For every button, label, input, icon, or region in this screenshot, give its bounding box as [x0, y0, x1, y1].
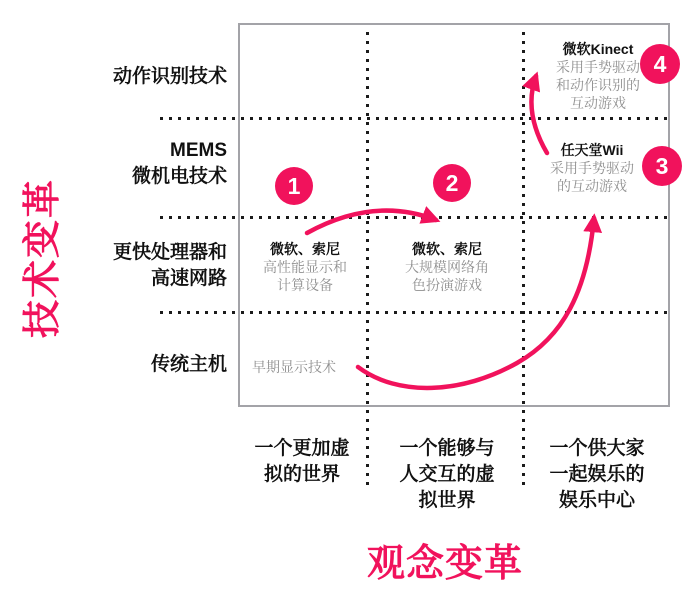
y-level-motion-recognition	[40, 64, 227, 90]
grid-hline-3	[160, 311, 668, 314]
item-desc-line: 采用手势驱动	[556, 59, 640, 75]
y-level-label-line: 微机电技术	[131, 166, 227, 187]
x-level-entertainment-center	[517, 436, 677, 514]
y-level-label-line: 高速网路	[150, 268, 227, 289]
x-level-interactive-virtual-world	[367, 436, 527, 514]
grid-hline-1	[160, 117, 668, 120]
y-level-label-line: MEMS	[170, 140, 227, 161]
badge-2: 2	[433, 164, 471, 202]
y-level-label-line: 动作识别技术	[112, 66, 227, 87]
y-level-label-line: 更快处理器和	[112, 242, 227, 263]
x-level-label-line: 一起娱乐的	[549, 464, 645, 485]
x-level-label-line: 一个能够与	[399, 438, 495, 459]
grid-hline-2	[160, 216, 668, 219]
x-axis-title: 观念变革	[366, 543, 523, 585]
x-level-label-line: 拟世界	[418, 490, 476, 511]
item-title: 微软、索尼	[270, 241, 340, 257]
item-desc-line: 采用手势驱动	[550, 160, 634, 176]
x-level-label-line: 拟的世界	[263, 464, 340, 485]
item-desc-line: 的互动游戏	[557, 178, 627, 194]
item-title: 微软、索尼	[412, 241, 482, 257]
y-level-mems	[40, 138, 227, 190]
item-card-1	[235, 240, 375, 294]
item-title: 任天堂Wii	[560, 142, 624, 158]
item-desc-line: 计算设备	[277, 277, 333, 293]
x-level-more-virtual-world	[222, 436, 382, 488]
badge-4: 4	[640, 44, 680, 84]
item-desc-line: 高性能显示和	[263, 259, 347, 275]
x-level-label-line: 娱乐中心	[558, 490, 635, 511]
y-level-traditional-console	[40, 352, 227, 378]
x-level-label-line: 一个供大家	[549, 438, 645, 459]
item-desc-line: 互动游戏	[570, 95, 626, 111]
item-desc-line: 色扮演游戏	[412, 277, 482, 293]
item-card-3	[522, 141, 662, 195]
grid-vline-2	[522, 32, 525, 487]
item-desc-line: 大规模网络角	[405, 259, 489, 275]
y-level-faster-processors	[40, 240, 227, 292]
badge-1: 1	[275, 167, 313, 205]
item-early-display-tech: 早期显示技术	[252, 359, 336, 375]
item-title: 微软Kinect	[562, 41, 634, 57]
y-axis-title: 技术变革	[22, 178, 64, 339]
item-card-2	[377, 240, 517, 294]
item-desc-line: 和动作识别的	[556, 77, 640, 93]
y-level-label-line: 传统主机	[150, 354, 227, 375]
x-level-label-line: 一个更加虚	[254, 438, 350, 459]
x-level-label-line: 人交互的虚	[399, 464, 495, 485]
badge-3: 3	[642, 146, 682, 186]
